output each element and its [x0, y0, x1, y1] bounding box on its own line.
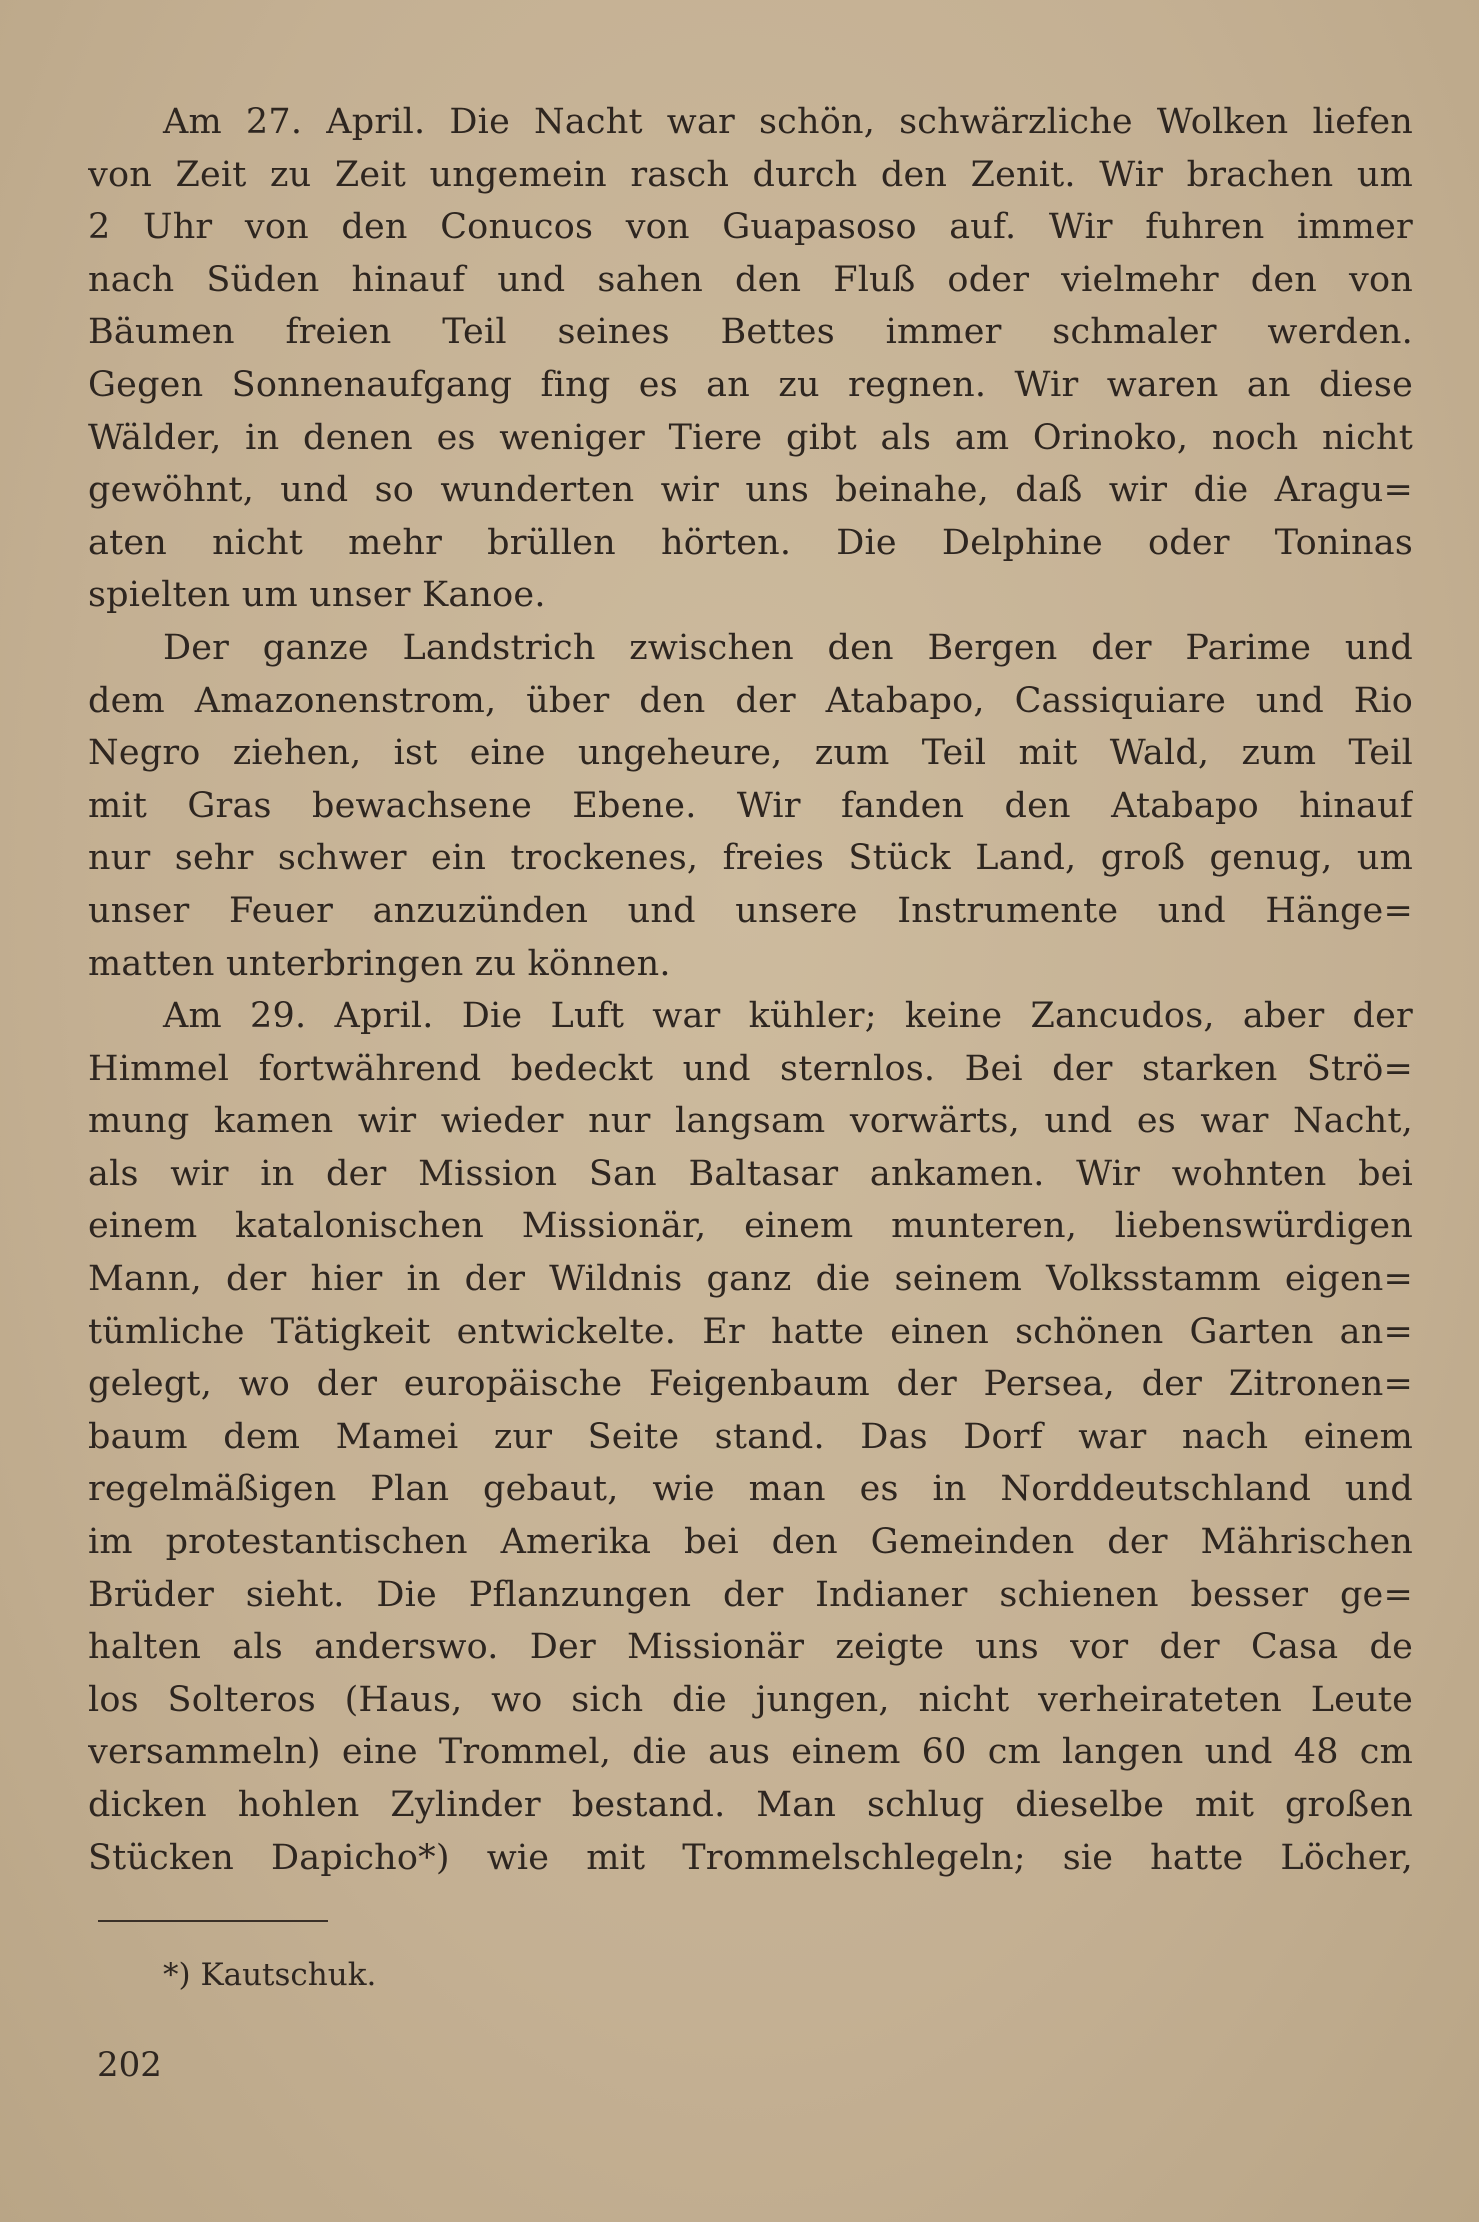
text-line: dicken hohlen Zylinder bestand. Man schlug dieselbe mit großen: [88, 1785, 1413, 1825]
text-line: von Zeit zu Zeit ungemein rasch durch den Zenit. Wir brachen um: [88, 154, 1413, 195]
text-line: nur sehr schwer ein trockenes, freies Stück Land, groß genug, um: [88, 838, 1413, 879]
text-line: aten nicht mehr brüllen hörten. Die Delphine oder Toninas: [88, 522, 1413, 563]
footnote: *) Kautschuk.: [163, 1957, 377, 1993]
text-line: Der ganze Landstrich zwischen den Bergen der Parime und: [163, 627, 1413, 668]
text-line: versammeln) eine Trommel, die aus einem 60 cm langen und 48 cm: [88, 1732, 1413, 1773]
text-line: tümliche Tätigkeit entwickelte. Er hatte einen schönen Garten an=: [88, 1311, 1413, 1352]
footnote-divider: [98, 1920, 328, 1922]
text-line: gelegt, wo der europäische Feigenbaum der Persea, der Zitronen=: [88, 1364, 1413, 1405]
body-text: [88, 96, 1413, 1884]
text-line: Am 27. April. Die Nacht war schön, schwärzliche Wolken liefen: [163, 102, 1413, 142]
text-line: Bäumen freien Teil seines Bettes immer schmaler werden.: [88, 312, 1413, 353]
text-line: baum dem Mamei zur Seite stand. Das Dorf war nach einem: [88, 1416, 1413, 1457]
text-line: als wir in der Mission San Baltasar ankamen. Wir wohnten bei: [88, 1153, 1413, 1194]
text-line: Brüder sieht. Die Pflanzungen der Indianer schienen besser ge=: [88, 1574, 1413, 1615]
text-line: Himmel fortwährend bedeckt und sternlos. Bei der starken Strö=: [88, 1048, 1413, 1089]
page-number: 202: [97, 2045, 162, 2085]
text-line: unser Feuer anzuzünden und unsere Instrumente und Hänge=: [88, 890, 1413, 931]
text-line: mung kamen wir wieder nur langsam vorwärts, und es war Nacht,: [88, 1101, 1413, 1142]
text-line: spielten um unser Kanoe.: [88, 575, 546, 616]
text-line: Gegen Sonnenaufgang fing es an zu regnen. Wir waren an diese: [88, 364, 1413, 405]
text-line: Mann, der hier in der Wildnis ganz die seinem Volksstamm eigen=: [88, 1259, 1413, 1300]
text-line: im protestantischen Amerika bei den Gemeinden der Mährischen: [88, 1522, 1413, 1563]
text-line: los Solteros (Haus, wo sich die jungen, nicht verheirateten Leute: [88, 1679, 1413, 1720]
text-line: mit Gras bewachsene Ebene. Wir fanden den Atabapo hinauf: [88, 785, 1413, 826]
text-line: dem Amazonenstrom, über den der Atabapo, Cassiquiare und Rio: [88, 680, 1413, 721]
text-line: Am 29. April. Die Luft war kühler; keine Zancudos, aber der: [163, 996, 1413, 1037]
text-line: halten als anderswo. Der Missionär zeigte uns vor der Casa de: [88, 1627, 1413, 1668]
paragraph-2: [88, 622, 1413, 990]
text-line: nach Süden hinauf und sahen den Fluß oder vielmehr den von: [88, 259, 1413, 300]
text-line: gewöhnt, und so wunderten wir uns beinahe, daß wir die Aragu=: [88, 470, 1413, 511]
text-line: einem katalonischen Missionär, einem munteren, liebenswürdigen: [88, 1206, 1413, 1247]
text-line: regelmäßigen Plan gebaut, wie man es in Norddeutschland und: [88, 1469, 1413, 1510]
text-line: Negro ziehen, ist eine ungeheure, zum Teil mit Wald, zum Teil: [88, 733, 1413, 774]
paragraph-3: [88, 990, 1413, 1884]
paragraph-1: [88, 96, 1413, 622]
text-line: matten unterbringen zu können.: [88, 943, 671, 984]
text-line: Stücken Dapicho*) wie mit Trommelschlegeln; sie hatte Löcher,: [88, 1837, 1413, 1878]
text-line: Wälder, in denen es weniger Tiere gibt als am Orinoko, noch nicht: [88, 417, 1413, 458]
text-line: 2 Uhr von den Conucos von Guapasoso auf. Wir fuhren immer: [88, 207, 1413, 248]
